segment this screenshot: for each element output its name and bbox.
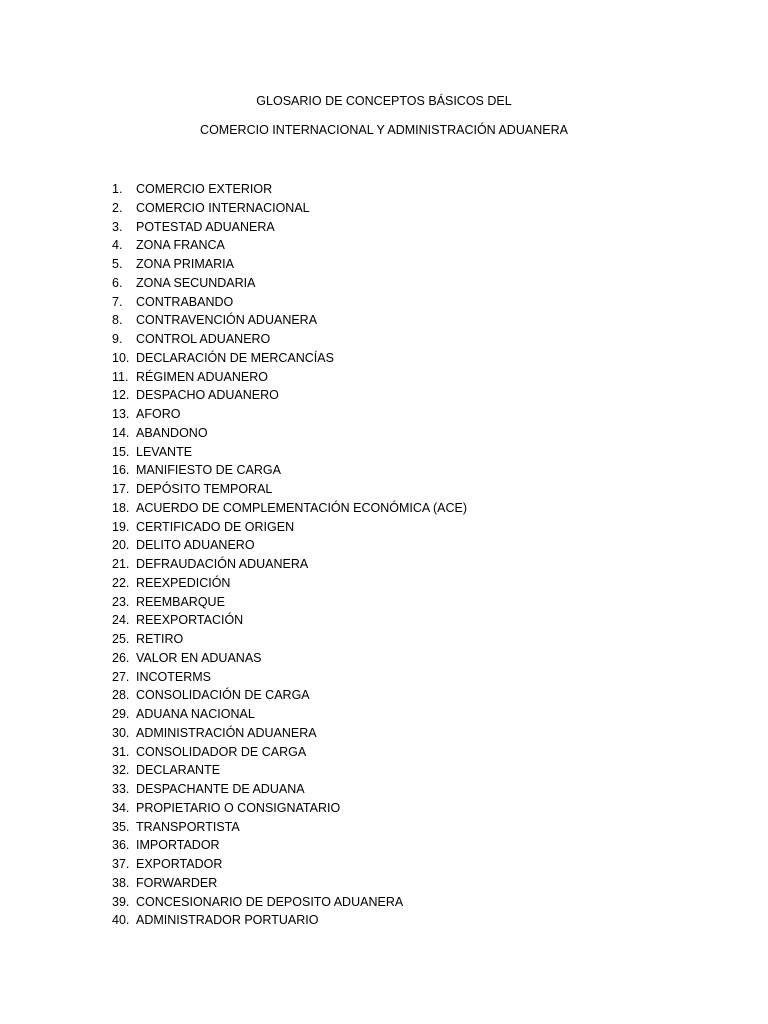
- glossary-item-term: ZONA FRANCA: [136, 238, 225, 253]
- glossary-item-term: DELITO ADUANERO: [136, 538, 255, 553]
- glossary-item-number: 27.: [112, 669, 130, 684]
- glossary-item: [112, 518, 467, 537]
- glossary-item-number: 37.: [112, 857, 130, 871]
- glossary-item-term: ABANDONO: [136, 425, 208, 440]
- glossary-item-term: VALOR EN ADUANAS: [136, 650, 262, 665]
- glossary-item: [112, 424, 467, 443]
- glossary-item-number: 12.: [112, 388, 130, 403]
- glossary-item-term: ZONA PRIMARIA: [136, 257, 234, 271]
- glossary-item-number: 3.: [112, 219, 123, 234]
- glossary-item-number: 4.: [112, 238, 123, 253]
- glossary-item: [112, 593, 467, 612]
- glossary-item: [112, 180, 467, 199]
- glossary-item: [112, 405, 467, 424]
- glossary-item-term: DEFRAUDACIÓN ADUANERA: [136, 557, 309, 571]
- glossary-item-number: 10.: [112, 350, 130, 365]
- glossary-item: [112, 780, 467, 799]
- glossary-item-term: CONTRABANDO: [136, 294, 234, 309]
- glossary-item-number: 22.: [112, 575, 130, 590]
- glossary-item-number: 18.: [112, 500, 130, 515]
- glossary-item-number: 5.: [112, 257, 123, 271]
- glossary-item-number: 2.: [112, 200, 123, 215]
- glossary-item-term: RETIRO: [136, 632, 184, 646]
- glossary-item-term: ADMINISTRADOR PORTUARIO: [136, 913, 319, 928]
- glossary-item-number: 11.: [112, 369, 129, 384]
- glossary-item: [112, 743, 467, 762]
- glossary-item-number: 19.: [112, 519, 130, 534]
- glossary-item-term: DESPACHANTE DE ADUANA: [136, 782, 305, 796]
- glossary-item: [112, 461, 467, 480]
- glossary-item: [112, 686, 467, 705]
- glossary-item-term: LEVANTE: [136, 444, 193, 459]
- glossary-item: [112, 255, 467, 274]
- glossary-item: [112, 874, 467, 893]
- glossary-item: [112, 855, 467, 874]
- glossary-item: [112, 555, 467, 574]
- glossary-item: [112, 893, 467, 912]
- glossary-item-term: POTESTAD ADUANERA: [136, 219, 275, 234]
- glossary-item: [112, 649, 467, 668]
- glossary-item: [112, 668, 467, 687]
- glossary-item-number: 38.: [112, 875, 130, 890]
- glossary-item-term: DEPÓSITO TEMPORAL: [136, 482, 273, 496]
- glossary-item-number: 13.: [112, 407, 130, 421]
- glossary-item-term: IMPORTADOR: [136, 838, 220, 853]
- glossary-item-number: 31.: [112, 744, 130, 759]
- glossary-item: [112, 574, 467, 593]
- glossary-item: [112, 218, 467, 237]
- glossary-item: [112, 799, 467, 818]
- glossary-item-number: 28.: [112, 688, 130, 703]
- glossary-item-term: REEMBARQUE: [136, 594, 225, 609]
- glossary-item-term: CONSOLIDACIÓN DE CARGA: [136, 688, 310, 703]
- glossary-item-number: 8.: [112, 313, 123, 328]
- glossary-item: [112, 443, 467, 462]
- glossary-item-number: 33.: [112, 782, 130, 796]
- glossary-item: [112, 293, 467, 312]
- glossary-item-term: CONCESIONARIO DE DEPOSITO ADUANERA: [136, 894, 404, 909]
- glossary-item-term: DESPACHO ADUANERO: [136, 388, 279, 403]
- glossary-item-number: 23.: [112, 594, 130, 609]
- glossary-item: [112, 311, 467, 330]
- glossary-item-number: 32.: [112, 763, 130, 778]
- glossary-item-term: TRANSPORTISTA: [136, 819, 240, 834]
- glossary-item: [112, 349, 467, 368]
- glossary-item-number: 29.: [112, 707, 130, 721]
- glossary-item-term: AFORO: [136, 407, 181, 421]
- glossary-item-number: 30.: [112, 725, 130, 740]
- glossary-item-term: MANIFIESTO DE CARGA: [136, 463, 281, 478]
- glossary-item-term: ADMINISTRACIÓN ADUANERA: [136, 725, 317, 740]
- glossary-item-term: ADUANA NACIONAL: [136, 707, 255, 721]
- glossary-list: [112, 180, 467, 930]
- glossary-item-term: PROPIETARIO O CONSIGNATARIO: [136, 800, 341, 815]
- glossary-item-number: 6.: [112, 275, 123, 290]
- glossary-item: [112, 274, 467, 293]
- glossary-item-term: COMERCIO INTERNACIONAL: [136, 200, 310, 215]
- glossary-item-number: 39.: [112, 894, 130, 909]
- glossary-item: [112, 236, 467, 255]
- glossary-item-number: 20.: [112, 538, 130, 553]
- glossary-item: [112, 199, 467, 218]
- glossary-item-number: 34.: [112, 800, 130, 815]
- glossary-item-term: DECLARACIÓN DE MERCANCÍAS: [136, 350, 334, 365]
- glossary-item-number: 9.: [112, 332, 123, 346]
- glossary-item-term: CERTIFICADO DE ORIGEN: [136, 519, 295, 534]
- glossary-item-term: RÉGIMEN ADUANERO: [136, 369, 268, 384]
- glossary-item: [112, 836, 467, 855]
- glossary-item: [112, 705, 467, 724]
- glossary-item: [112, 630, 467, 649]
- glossary-item: [112, 480, 467, 499]
- glossary-item-term: EXPORTADOR: [136, 857, 223, 871]
- glossary-item-term: ACUERDO DE COMPLEMENTACIÓN ECONÓMICA (ACE): [136, 500, 468, 515]
- glossary-item-term: ZONA SECUNDARIA: [136, 275, 256, 290]
- glossary-item: [112, 611, 467, 630]
- glossary-item: [112, 724, 467, 743]
- glossary-item-term: INCOTERMS: [136, 669, 211, 684]
- glossary-item-number: 40.: [112, 913, 130, 928]
- glossary-item: [112, 330, 467, 349]
- glossary-item: [112, 499, 467, 518]
- glossary-item-term: REEXPEDICIÓN: [136, 575, 231, 590]
- glossary-item: [112, 536, 467, 555]
- glossary-item-number: 26.: [112, 650, 130, 665]
- glossary-item-number: 25.: [112, 632, 130, 646]
- glossary-item-term: CONSOLIDADOR DE CARGA: [136, 744, 307, 759]
- glossary-item-number: 1.: [112, 182, 123, 196]
- glossary-item-number: 14.: [112, 425, 130, 440]
- glossary-item-number: 16.: [112, 463, 130, 478]
- glossary-item-number: 35.: [112, 819, 130, 834]
- glossary-item-term: REEXPORTACIÓN: [136, 613, 244, 628]
- glossary-item-number: 24.: [112, 613, 130, 628]
- glossary-item: [112, 911, 467, 930]
- glossary-item: [112, 368, 467, 387]
- glossary-item-number: 7.: [112, 294, 123, 309]
- glossary-item: [112, 818, 467, 837]
- glossary-item-number: 21.: [112, 557, 130, 571]
- glossary-item-number: 17.: [112, 482, 130, 496]
- glossary-item: [112, 761, 467, 780]
- glossary-item-term: FORWARDER: [136, 875, 218, 890]
- glossary-item: [112, 386, 467, 405]
- glossary-item-number: 36.: [112, 838, 130, 853]
- glossary-item-term: CONTROL ADUANERO: [136, 332, 271, 346]
- glossary-item-term: CONTRAVENCIÓN ADUANERA: [136, 313, 318, 328]
- glossary-item-term: DECLARANTE: [136, 763, 221, 778]
- glossary-item-term: COMERCIO EXTERIOR: [136, 182, 273, 196]
- document-title-line-2: COMERCIO INTERNACIONAL Y ADMINISTRACIÓN ADUANERA: [200, 123, 568, 137]
- document-title-line-1: GLOSARIO DE CONCEPTOS BÁSICOS DEL: [256, 94, 512, 108]
- glossary-item-number: 15.: [112, 444, 130, 459]
